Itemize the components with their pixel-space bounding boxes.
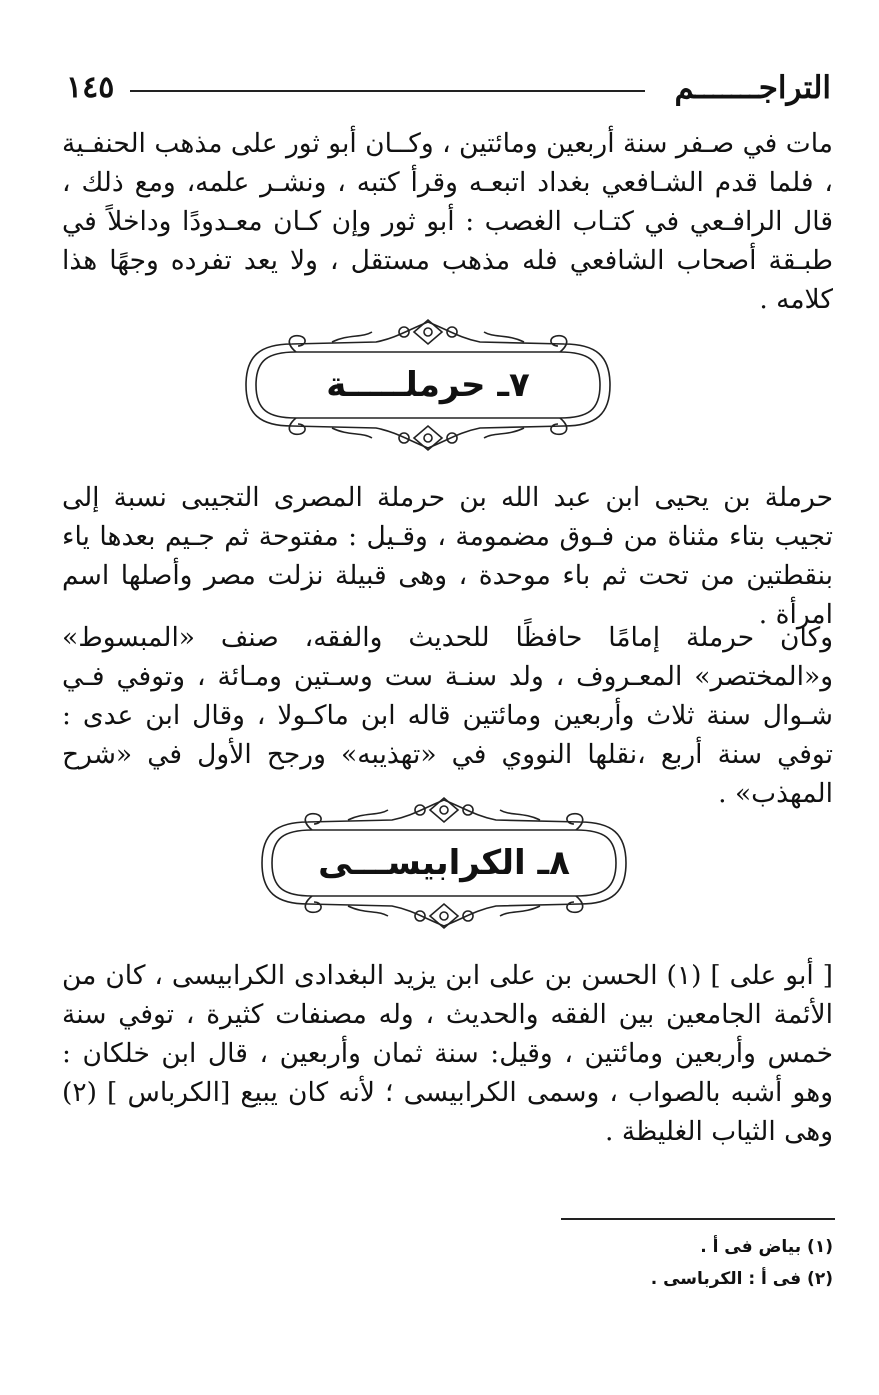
- paragraph-karabisi-bio: [ أبو على ] (١) الحسن بن على ابن يزيد البغدادى الكرابيسى ، كان من الأئمة الجامعين بين الفقه والحديث ، وله مصنفات كثيرة ، توفي سنة خمس وأربعين ومائتين ، وقيل: سنة ثمان وأربعين ، قال ابن خلكان : وهو أشبه بالصواب ، وسمى الكرابيسى ؛ لأنه كان يبيع [الكرباس ] (٢) وهى الثياب الغليظة .: [62, 960, 834, 1147]
- page-number: ١٤٥: [66, 70, 115, 105]
- section-heading-frame: [236, 312, 620, 458]
- running-header: [66, 68, 831, 108]
- section-heading-frame: [252, 790, 636, 936]
- footnote-rule: [561, 1218, 835, 1220]
- footnote-2: (٢) فى أ : الكرباسى .: [650, 1269, 833, 1289]
- paragraph-harmala-lineage: حرملة بن يحيى ابن عبد الله بن حرملة المصرى التجيبى نسبة إلى تجيب بتاء مثناة من فـوق مضمومة ، وقـيل : مفتوحة ثم جـيم بعدها ياء بنقطتين من تحت ثم باء موحدة ، وهى قبيلة نزلت مصر وأصلها اسم امرأة .: [62, 482, 833, 630]
- header-rule: [130, 90, 645, 92]
- header-title: التراجـــــــم: [674, 70, 831, 106]
- footnote-1: (١) بياض فى أ .: [700, 1237, 833, 1257]
- paragraph-harmala-bio: وكان حرملة إمامًا حافظًا للحديث والفقه، صنف «المبسوط» و«المختصر» المعـروف ، ولد سنـة ست وسـتين ومـائة ، وتوفي فـي شـوال سنة ثلاث وأربعين ومائتين قاله ابن ماكـولا ، وقال ابن عدى : توفي سنة أربع ،نقلها النووي في «تهذيبه» ورجح الأول في «شرح المهذب» .: [62, 622, 833, 809]
- section-title-karabisi: ٨ـ الكرابيســـى: [318, 843, 570, 883]
- section-title-harmala: ٧ـ حرملـــــة: [326, 365, 530, 405]
- paragraph-abu-thawr-end: مات في صـفر سنة أربعين ومائتين ، وكــان أبو ثور على مذهب الحنفـية ، فلما قدم الشـافعي بغداد اتبعـه وقرأ كتبه ، ونشـر علمه، ومع ذلك ، قال الرافـعي في كتـاب الغصب : أبو ثور وإن كـان معـدودًا وداخلاً في طبـقة أصحاب الشافعي فله مذهب مستقل ، ولا يعد تفرده وجهًا هذا كلامه .: [62, 128, 833, 315]
